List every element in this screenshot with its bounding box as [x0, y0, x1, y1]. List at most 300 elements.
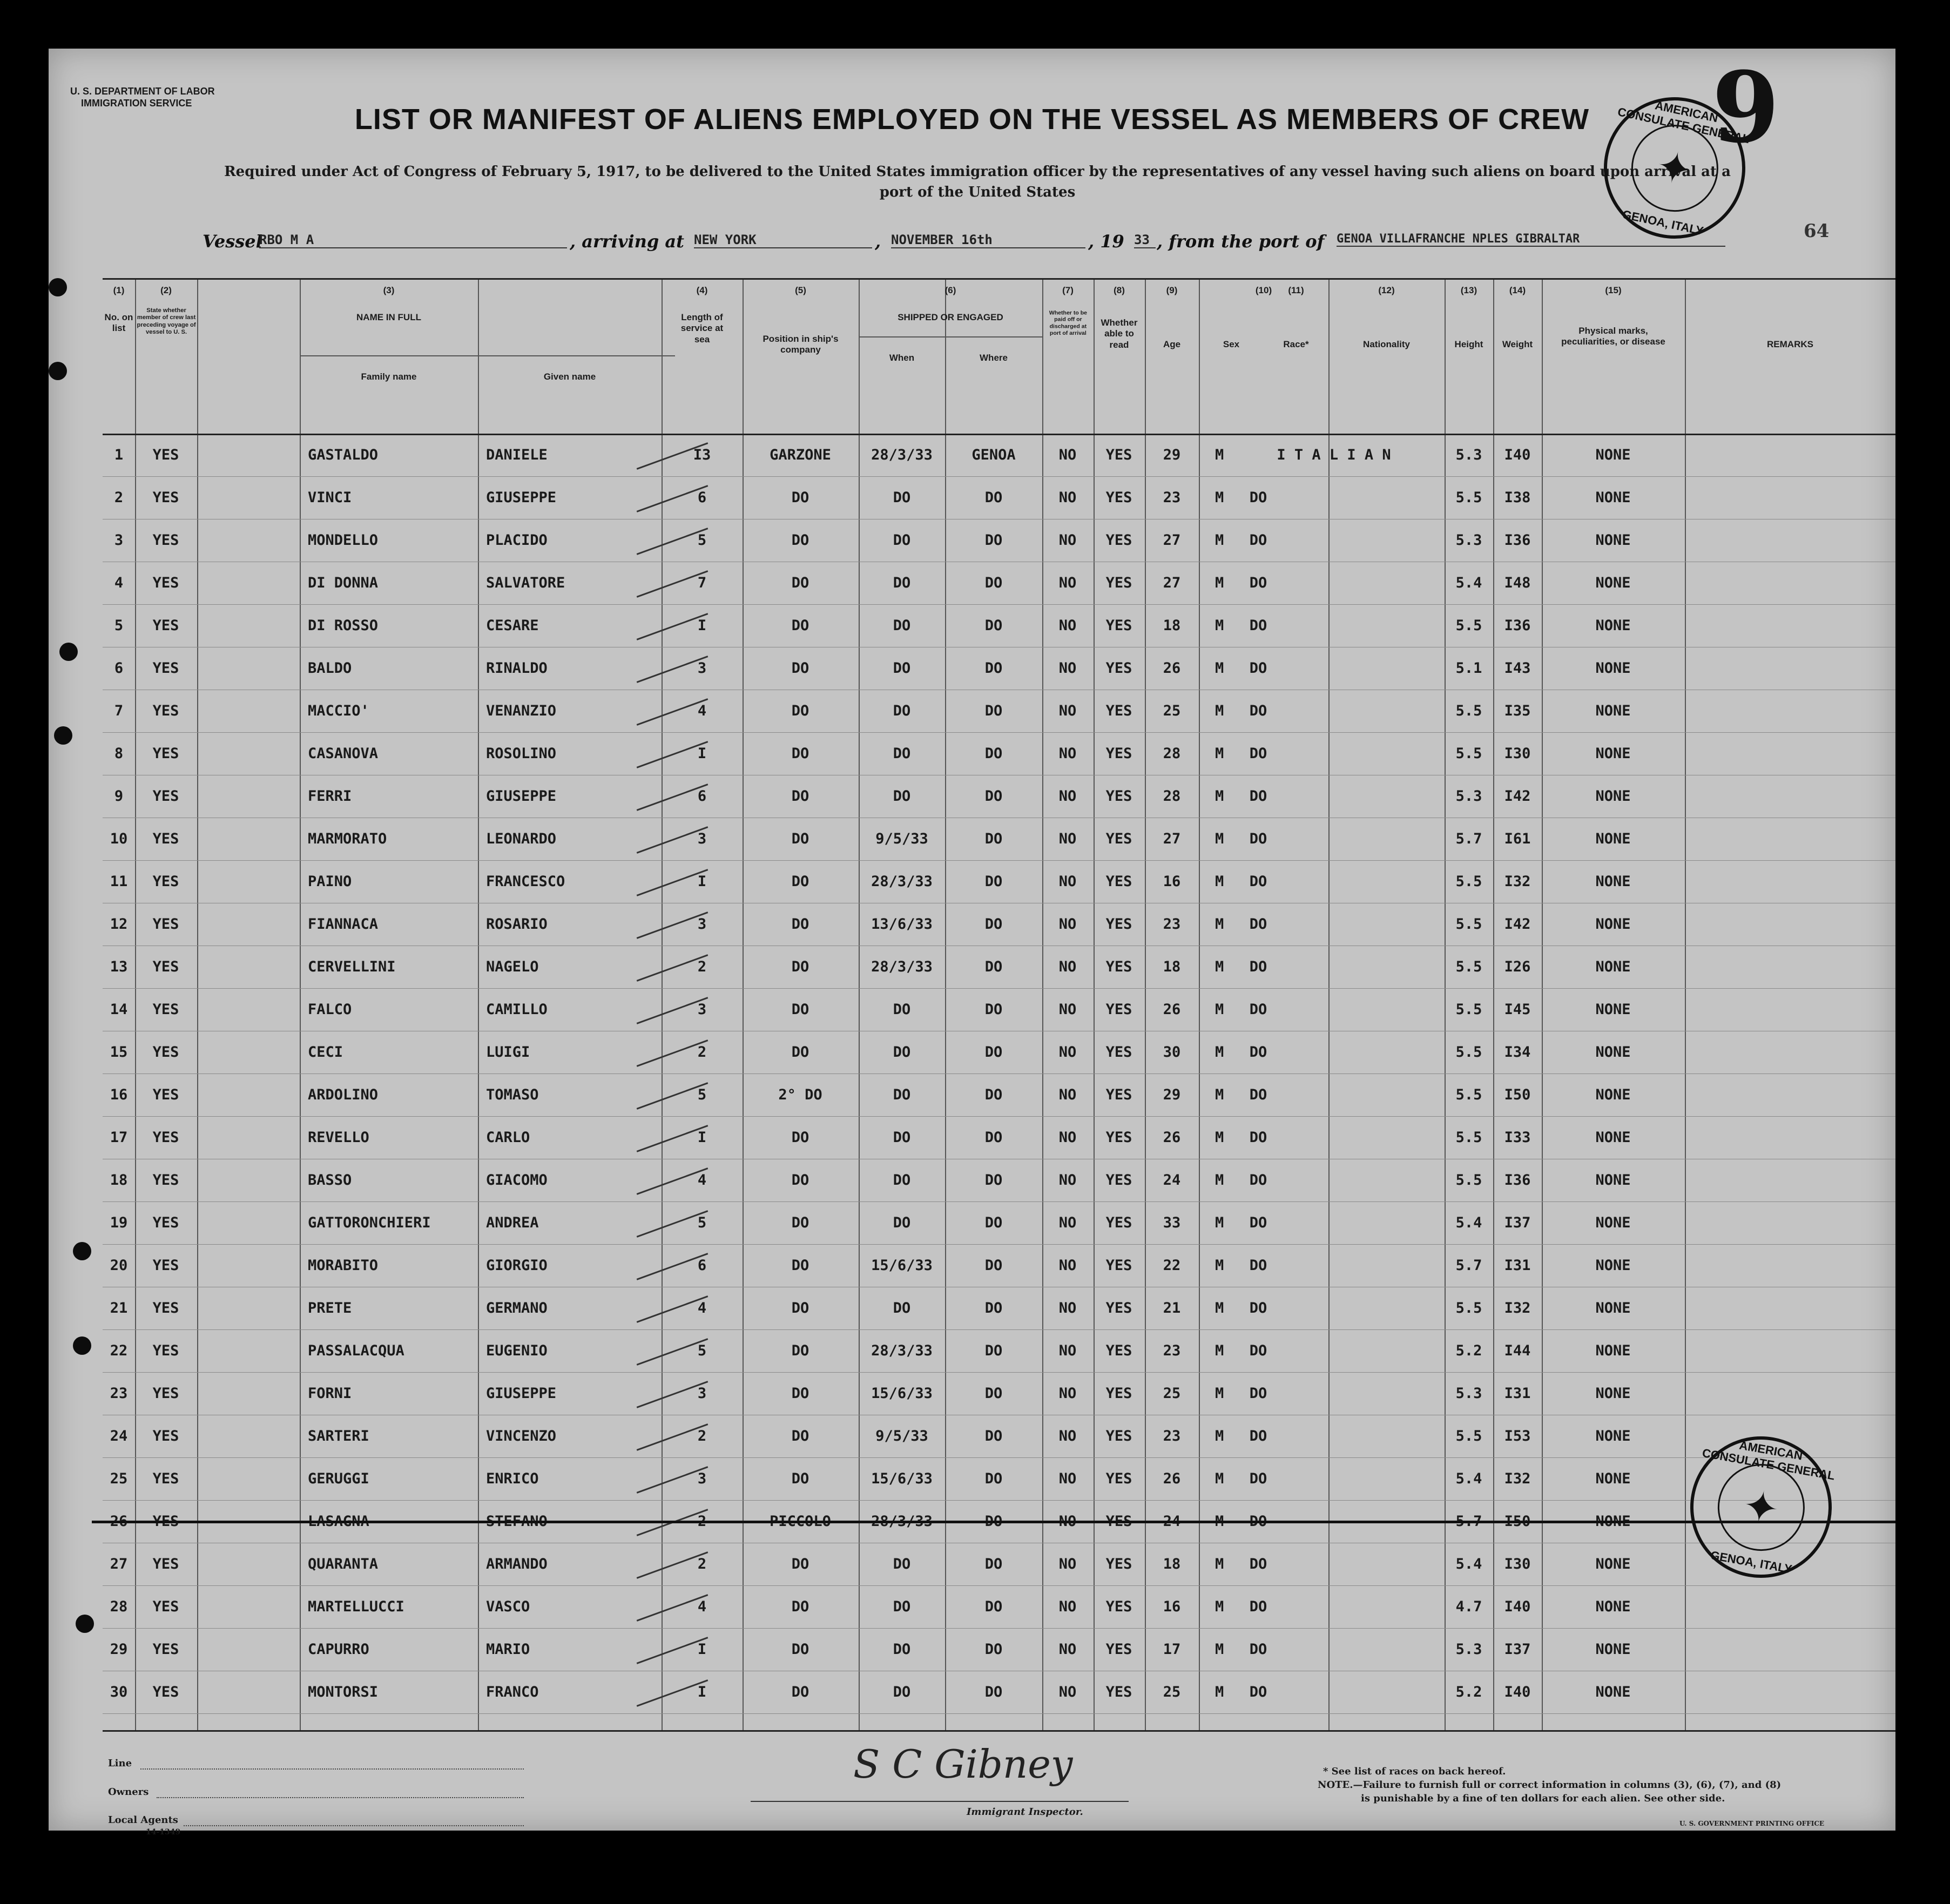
age-cell: 26 — [1163, 1129, 1181, 1146]
shipped-when-cell: 28/3/33 — [871, 958, 933, 975]
shipped-where-cell: DO — [984, 617, 1003, 634]
shipped-where-cell: DO — [984, 1598, 1003, 1615]
position-cell: GARZONE — [770, 447, 831, 463]
form-number: 14-1349 — [146, 1828, 181, 1837]
col6-where-header: Where — [980, 353, 1008, 363]
race-cell: DO — [1249, 1172, 1267, 1189]
shipped-when-cell: 15/6/33 — [871, 1257, 933, 1274]
able-to-read-cell: YES — [1105, 1470, 1132, 1487]
page-subtitle — [113, 162, 1841, 202]
family-name-cell: VINCI — [308, 489, 352, 506]
col1-num: (1) — [113, 285, 125, 295]
shipped-where-cell: DO — [984, 660, 1003, 677]
col9-header: Age — [1163, 339, 1181, 349]
given-name-cell: ROSOLINO — [486, 745, 557, 762]
shipped-where-cell: DO — [984, 1172, 1003, 1189]
table-row — [103, 818, 1895, 860]
year-value: 33 — [1134, 232, 1156, 248]
sex-cell: M — [1215, 873, 1224, 890]
given-name-cell: ARMANDO — [486, 1556, 548, 1572]
paid-off-cell: NO — [1058, 1598, 1077, 1615]
age-cell: 25 — [1163, 1684, 1181, 1700]
paid-off-cell: NO — [1058, 660, 1077, 677]
position-cell: DO — [791, 1428, 809, 1444]
physical-marks-cell: NONE — [1595, 703, 1631, 719]
paid-off-cell: NO — [1058, 489, 1077, 506]
position-cell: DO — [791, 1385, 809, 1402]
weight-cell: I30 — [1504, 1556, 1531, 1572]
stamp-bottom-text: GENOA, ITALY — [1621, 207, 1705, 238]
row-number: 24 — [110, 1428, 128, 1444]
position-cell: DO — [791, 788, 809, 805]
row-number: 28 — [110, 1598, 128, 1615]
weight-cell: I40 — [1504, 1684, 1531, 1700]
family-name-cell: FORNI — [308, 1385, 352, 1402]
height-cell: 5.4 — [1455, 1556, 1482, 1572]
family-name-cell: MARTELLUCCI — [308, 1598, 404, 1615]
prev-voyage-cell: YES — [152, 575, 179, 591]
given-name-cell: LUIGI — [486, 1044, 530, 1061]
sex-cell: M — [1215, 1044, 1224, 1061]
family-name-cell: PAINO — [308, 873, 352, 890]
col11-header: Race* — [1283, 339, 1309, 349]
shipped-when-cell: DO — [893, 1598, 911, 1615]
prev-voyage-cell: YES — [152, 703, 179, 719]
age-cell: 25 — [1163, 1385, 1181, 1402]
inspector-label: Immigrant Inspector. — [967, 1806, 1083, 1818]
shipped-when-cell: DO — [893, 1086, 911, 1103]
weight-cell: I37 — [1504, 1214, 1531, 1231]
race-cell: DO — [1249, 1470, 1267, 1487]
row-number: 15 — [110, 1044, 128, 1061]
service-length-cell: I3 — [693, 447, 711, 463]
able-to-read-cell: YES — [1105, 916, 1132, 933]
table-row — [103, 1372, 1895, 1415]
shipped-where-cell: DO — [984, 1684, 1003, 1700]
age-cell: 23 — [1163, 1428, 1181, 1444]
height-cell: 5.5 — [1455, 873, 1482, 890]
sex-cell: M — [1215, 1257, 1224, 1274]
given-name-cell: ANDREA — [486, 1214, 539, 1231]
position-cell: DO — [791, 1342, 809, 1359]
able-to-read-cell: YES — [1105, 1044, 1132, 1061]
stamp-bottom-text: GENOA, ITALY — [1709, 1548, 1793, 1576]
family-name-cell: CASANOVA — [308, 745, 379, 762]
physical-marks-cell: NONE — [1595, 1513, 1631, 1530]
position-cell: DO — [791, 1641, 809, 1658]
row-number: 16 — [110, 1086, 128, 1103]
table-row — [103, 732, 1895, 775]
prev-voyage-cell: YES — [152, 1129, 179, 1146]
weight-cell: I50 — [1504, 1086, 1531, 1103]
age-cell: 26 — [1163, 660, 1181, 677]
race-cell: DO — [1249, 1556, 1267, 1572]
given-name-cell: GIUSEPPE — [486, 788, 557, 805]
prev-voyage-cell: YES — [152, 958, 179, 975]
race-cell: DO — [1249, 1257, 1267, 1274]
paid-off-cell: NO — [1058, 703, 1077, 719]
sex-cell: M — [1215, 1513, 1224, 1530]
punch-hole — [49, 362, 67, 380]
position-cell: DO — [791, 745, 809, 762]
prev-voyage-cell: YES — [152, 1641, 179, 1658]
service-length-cell: 4 — [697, 1300, 707, 1316]
row-number: 14 — [110, 1001, 128, 1018]
shipped-when-cell: DO — [893, 575, 911, 591]
shipped-when-cell: DO — [893, 1214, 911, 1231]
position-cell: DO — [791, 575, 809, 591]
shipped-where-cell: DO — [984, 1342, 1003, 1359]
age-cell: 24 — [1163, 1172, 1181, 1189]
physical-marks-cell: NONE — [1595, 916, 1631, 933]
service-length-cell: 2 — [697, 1556, 707, 1572]
weight-cell: I26 — [1504, 958, 1531, 975]
given-name-cell: GIUSEPPE — [486, 1385, 557, 1402]
able-to-read-cell: YES — [1105, 1214, 1132, 1231]
family-name-cell: BASSO — [308, 1172, 352, 1189]
table-row — [103, 604, 1895, 647]
height-cell: 5.2 — [1455, 1342, 1482, 1359]
table-row — [103, 1500, 1895, 1543]
given-name-cell: PLACIDO — [486, 532, 548, 549]
prev-voyage-cell: YES — [152, 1684, 179, 1700]
table-row — [103, 690, 1895, 732]
height-cell: 5.3 — [1455, 788, 1482, 805]
given-name-cell: CARLO — [486, 1129, 530, 1146]
table-row — [103, 1671, 1895, 1713]
position-cell: DO — [791, 1001, 809, 1018]
able-to-read-cell: YES — [1105, 1257, 1132, 1274]
physical-marks-cell: NONE — [1595, 831, 1631, 847]
paid-off-cell: NO — [1058, 1172, 1077, 1189]
able-to-read-cell: YES — [1105, 617, 1132, 634]
row-number: 6 — [114, 660, 124, 677]
sex-cell: M — [1215, 660, 1224, 677]
weight-cell: I34 — [1504, 1044, 1531, 1061]
given-name-cell: GIORGIO — [486, 1257, 548, 1274]
age-cell: 29 — [1163, 447, 1181, 463]
prev-voyage-cell: YES — [152, 788, 179, 805]
row-number: 8 — [114, 745, 124, 762]
sex-cell: M — [1215, 1300, 1224, 1316]
sex-cell: M — [1215, 1470, 1224, 1487]
family-name-cell: FIANNACA — [308, 916, 379, 933]
position-cell: DO — [791, 873, 809, 890]
height-cell: 5.5 — [1455, 958, 1482, 975]
punch-hole — [73, 1336, 91, 1355]
sex-cell: M — [1215, 447, 1224, 463]
strike-through-line — [92, 1521, 1895, 1523]
position-cell: DO — [791, 1257, 809, 1274]
physical-marks-cell: NONE — [1595, 1598, 1631, 1615]
prev-voyage-cell: YES — [152, 1086, 179, 1103]
paid-off-cell: NO — [1058, 1001, 1077, 1018]
position-cell: DO — [791, 660, 809, 677]
paid-off-cell: NO — [1058, 1428, 1077, 1444]
manifest-sheet — [49, 49, 1895, 1837]
position-cell: DO — [791, 916, 809, 933]
service-length-cell: 3 — [697, 660, 707, 677]
col10-num: (10) — [1255, 285, 1272, 295]
shipped-when-cell: DO — [893, 703, 911, 719]
from-port-value: GENOA VILLAFRANCHE NPLES GIBRALTAR — [1337, 232, 1725, 247]
age-cell: 24 — [1163, 1513, 1181, 1530]
age-cell: 23 — [1163, 489, 1181, 506]
col15-header: Physical marks, peculiarities, or disease — [1561, 326, 1665, 347]
row-number: 4 — [114, 575, 124, 591]
sex-cell: M — [1215, 575, 1224, 591]
col7-num: (7) — [1062, 285, 1074, 295]
service-length-cell: I — [697, 617, 707, 634]
able-to-read-cell: YES — [1105, 1428, 1132, 1444]
sex-cell: M — [1215, 1641, 1224, 1658]
height-cell: 5.5 — [1455, 1129, 1482, 1146]
race-cell: DO — [1249, 1044, 1267, 1061]
paid-off-cell: NO — [1058, 532, 1077, 549]
shipped-when-cell: 9/5/33 — [875, 831, 928, 847]
table-row — [103, 1415, 1895, 1457]
col9-num: (9) — [1166, 285, 1178, 295]
able-to-read-cell: YES — [1105, 1300, 1132, 1316]
family-name-cell: GASTALDO — [308, 447, 379, 463]
position-cell: DO — [791, 1598, 809, 1615]
shipped-when-cell: 28/3/33 — [871, 1513, 933, 1530]
family-name-cell: REVELLO — [308, 1129, 369, 1146]
arriving-value: NEW YORK — [694, 232, 872, 248]
sex-cell: M — [1215, 1214, 1224, 1231]
able-to-read-cell: YES — [1105, 745, 1132, 762]
service-length-cell: 5 — [697, 532, 707, 549]
sex-cell: M — [1215, 532, 1224, 549]
shipped-where-cell: DO — [984, 489, 1003, 506]
shipped-when-cell: 9/5/33 — [875, 1428, 928, 1444]
family-name-cell: FERRI — [308, 788, 352, 805]
age-cell: 21 — [1163, 1300, 1181, 1316]
age-cell: 16 — [1163, 1598, 1181, 1615]
family-name-cell: FALCO — [308, 1001, 352, 1018]
given-name-cell: TOMASO — [486, 1086, 539, 1103]
shipped-where-cell: DO — [984, 1129, 1003, 1146]
given-name-cell: FRANCESCO — [486, 873, 565, 890]
race-cell: DO — [1249, 1385, 1267, 1402]
age-cell: 28 — [1163, 745, 1181, 762]
family-name-cell: LASAGNA — [308, 1513, 369, 1530]
physical-marks-cell: NONE — [1595, 489, 1631, 506]
from-label: , from the port of — [1157, 231, 1325, 252]
table-row — [103, 860, 1895, 903]
physical-marks-cell: NONE — [1595, 1556, 1631, 1572]
sex-cell: M — [1215, 1556, 1224, 1572]
race-cell: DO — [1249, 660, 1267, 677]
weight-cell: I53 — [1504, 1428, 1531, 1444]
weight-cell: I40 — [1504, 447, 1531, 463]
physical-marks-cell: NONE — [1595, 532, 1631, 549]
given-name-cell: FRANCO — [486, 1684, 539, 1700]
physical-marks-cell: NONE — [1595, 617, 1631, 634]
paid-off-cell: NO — [1058, 575, 1077, 591]
sex-cell: M — [1215, 1428, 1224, 1444]
paid-off-cell: NO — [1058, 617, 1077, 634]
shipped-when-cell: DO — [893, 617, 911, 634]
able-to-read-cell: YES — [1105, 532, 1132, 549]
given-name-cell: EUGENIO — [486, 1342, 548, 1359]
col4-header: Length of service at sea — [680, 312, 724, 345]
punch-hole — [76, 1615, 94, 1633]
prev-voyage-cell: YES — [152, 617, 179, 634]
prev-voyage-cell: YES — [152, 1513, 179, 1530]
row-number: 21 — [110, 1300, 128, 1316]
family-name-cell: BALDO — [308, 660, 352, 677]
able-to-read-cell: YES — [1105, 788, 1132, 805]
col14-header: Weight — [1502, 339, 1533, 349]
shipped-when-cell: DO — [893, 1044, 911, 1061]
row-number: 5 — [114, 617, 124, 634]
table-row — [103, 1201, 1895, 1244]
weight-cell: I32 — [1504, 1470, 1531, 1487]
weight-cell: I31 — [1504, 1257, 1531, 1274]
col7-header: Whether to be paid off or discharged at port of arrival — [1049, 309, 1088, 336]
col8-num: (8) — [1114, 285, 1125, 295]
age-cell: 23 — [1163, 1342, 1181, 1359]
table-row — [103, 775, 1895, 818]
service-length-cell: 4 — [697, 703, 707, 719]
eagle-seal-icon: ✦ — [1711, 1457, 1812, 1558]
shipped-where-cell: DO — [984, 1257, 1003, 1274]
race-cell: DO — [1249, 617, 1267, 634]
prev-voyage-cell: YES — [152, 1428, 179, 1444]
prev-voyage-cell: YES — [152, 1556, 179, 1572]
position-cell: 2° DO — [778, 1086, 822, 1103]
col6-header: SHIPPED OR ENGAGED — [898, 312, 1003, 322]
age-cell: 27 — [1163, 532, 1181, 549]
row-number: 3 — [114, 532, 124, 549]
able-to-read-cell: YES — [1105, 660, 1132, 677]
sex-cell: M — [1215, 788, 1224, 805]
row-number: 9 — [114, 788, 124, 805]
service-length-cell: I — [697, 1129, 707, 1146]
weight-cell: I36 — [1504, 1172, 1531, 1189]
position-cell: DO — [791, 1556, 809, 1572]
table-row — [103, 1116, 1895, 1159]
sex-cell: M — [1215, 1385, 1224, 1402]
shipped-when-cell: DO — [893, 1129, 911, 1146]
sex-cell: M — [1215, 617, 1224, 634]
able-to-read-cell: YES — [1105, 831, 1132, 847]
prev-voyage-cell: YES — [152, 1385, 179, 1402]
shipped-when-cell: 28/3/33 — [871, 873, 933, 890]
age-cell: 18 — [1163, 958, 1181, 975]
paid-off-cell: NO — [1058, 1086, 1077, 1103]
race-cell: DO — [1249, 745, 1267, 762]
prev-voyage-cell: YES — [152, 1470, 179, 1487]
age-cell: 16 — [1163, 873, 1181, 890]
shipped-when-cell: DO — [893, 745, 911, 762]
col2-header: State whether member of crew last preceding voyage of vessel to U. S. — [137, 307, 196, 335]
race-cell: DO — [1249, 489, 1267, 506]
able-to-read-cell: YES — [1105, 489, 1132, 506]
height-cell: 5.5 — [1455, 703, 1482, 719]
prev-voyage-cell: YES — [152, 1342, 179, 1359]
vessel-value: RBO M A — [259, 232, 567, 248]
stamp-ring-text: AMERICAN CONSULATE GENERAL — [1701, 1438, 1836, 1483]
position-cell: DO — [791, 1214, 809, 1231]
prev-voyage-cell: YES — [152, 1214, 179, 1231]
physical-marks-cell: NONE — [1595, 575, 1631, 591]
table-row — [103, 1159, 1895, 1201]
race-cell: DO — [1249, 1300, 1267, 1316]
height-cell: 5.7 — [1455, 831, 1482, 847]
shipped-where-cell: DO — [984, 873, 1003, 890]
race-cell: DO — [1249, 873, 1267, 890]
height-cell: 5.7 — [1455, 1257, 1482, 1274]
paid-off-cell: NO — [1058, 1641, 1077, 1658]
subtitle-line-2: port of the United States — [879, 184, 1076, 200]
page-title: LIST OR MANIFEST OF ALIENS EMPLOYED ON THE VESSEL AS MEMBERS OF CREW — [354, 103, 1590, 136]
shipped-when-cell: DO — [893, 1641, 911, 1658]
col12-num: (12) — [1378, 285, 1395, 295]
age-cell: 25 — [1163, 703, 1181, 719]
form-agency: U. S. DEPARTMENT OF LABOR — [70, 86, 215, 97]
paid-off-cell: NO — [1058, 1300, 1077, 1316]
prev-voyage-cell: YES — [152, 1257, 179, 1274]
paid-off-cell: NO — [1058, 916, 1077, 933]
height-cell: 5.7 — [1455, 1513, 1482, 1530]
height-cell: 5.5 — [1455, 745, 1482, 762]
shipped-when-cell: DO — [893, 1001, 911, 1018]
age-cell: 30 — [1163, 1044, 1181, 1061]
paid-off-cell: NO — [1058, 788, 1077, 805]
shipped-when-cell: DO — [893, 660, 911, 677]
shipped-where-cell: DO — [984, 1214, 1003, 1231]
penalty-note-1: NOTE.—Failure to furnish full or correct information in columns (3), (6), (7), and (8) — [1318, 1779, 1782, 1791]
family-name-cell: GATTORONCHIERI — [308, 1214, 431, 1231]
physical-marks-cell: NONE — [1595, 1214, 1631, 1231]
line-label: Line — [108, 1758, 132, 1769]
physical-marks-cell: NONE — [1595, 1129, 1631, 1146]
col13-header: Height — [1454, 339, 1483, 349]
weight-cell: I42 — [1504, 788, 1531, 805]
paid-off-cell: NO — [1058, 745, 1077, 762]
inspector-signature: S C Gibney — [853, 1741, 1073, 1787]
height-cell: 5.5 — [1455, 1428, 1482, 1444]
col3-header: NAME IN FULL — [356, 312, 421, 322]
row-number: 20 — [110, 1257, 128, 1274]
weight-cell: I50 — [1504, 1513, 1531, 1530]
table-row — [103, 1585, 1895, 1628]
position-cell: DO — [791, 617, 809, 634]
family-name-cell: SARTERI — [308, 1428, 369, 1444]
prev-voyage-cell: YES — [152, 532, 179, 549]
row-number: 26 — [110, 1513, 128, 1530]
given-name-cell: VENANZIO — [486, 703, 557, 719]
physical-marks-cell: NONE — [1595, 1470, 1631, 1487]
sex-cell: M — [1215, 489, 1224, 506]
given-name-cell: GERMANO — [486, 1300, 548, 1316]
punch-hole — [49, 278, 67, 296]
race-cell: DO — [1249, 958, 1267, 975]
col5-header: Position in ship's company — [763, 334, 839, 355]
row-number: 7 — [114, 703, 124, 719]
weight-cell: I33 — [1504, 1129, 1531, 1146]
able-to-read-cell: YES — [1105, 958, 1132, 975]
col14-num: (14) — [1509, 285, 1526, 295]
weight-cell: I38 — [1504, 489, 1531, 506]
race-cell: DO — [1249, 1342, 1267, 1359]
able-to-read-cell: YES — [1105, 1684, 1132, 1700]
row-number: 13 — [110, 958, 128, 975]
family-name-cell: DI DONNA — [308, 575, 379, 591]
weight-cell: I48 — [1504, 575, 1531, 591]
